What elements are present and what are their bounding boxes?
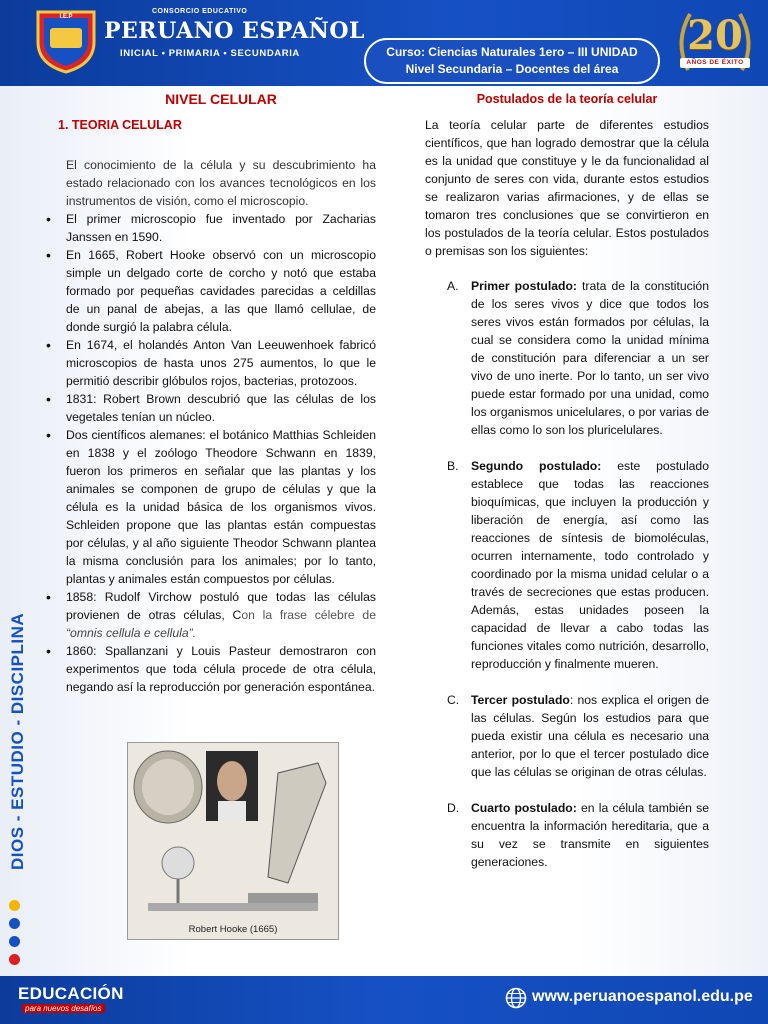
postulates-intro: La teoría celular parte de diferentes estudios científicos, que han logrado demostrar que la célula es la unidad que constituye y le da funcionalidad al conjunto de seres con vida, durante estos estudios se realizaron varias afirmaciones, y de ellas se tomaron tres conclusiones que se convirtieron en los postulados de la teoría celular. Estos postulados o premisas son los siguientes: — [425, 118, 709, 258]
education-logo-text: EDUCACIÓN — [18, 984, 124, 1003]
anniversary-badge — [670, 2, 760, 82]
brand-name: PERUANO ESPAÑOL — [104, 18, 366, 44]
postulate-name: Tercer postulado — [471, 693, 570, 707]
decorative-dot — [9, 954, 20, 965]
decorative-dot — [9, 900, 20, 911]
course-line-2: Nivel Secundaria – Docentes del área — [405, 62, 619, 76]
list-item: • El primer microscopio fue inventado por Zacharias Janssen en 1590. — [66, 210, 376, 246]
microscope-illustration-icon — [128, 743, 338, 939]
anniversary-number: 20 — [687, 12, 743, 59]
postulate-b — [425, 457, 709, 673]
list-item-virchow — [66, 588, 376, 642]
postulate-c — [425, 691, 709, 781]
list-item: • En 1665, Robert Hooke observó con un microscopio simple un delgado corte de corcho y notó que estaba formado por pequeñas cavidades parecidas a celdillas de un panal de abejas, a las que llamó cellulae, de donde surgió la palabra célula. — [66, 246, 376, 336]
intro-paragraph: El conocimiento de la célula y su descubrimiento ha estado relacionado con los avances tecnológicos en los instrumentos de visión, como el microscopio. — [66, 158, 376, 208]
anniversary-text: AÑOS DE ÉXITO — [686, 59, 744, 66]
left-column — [58, 86, 376, 696]
list-item: • 1860: Spallanzani y Louis Pasteur demostraron con experimentos que toda célula procede de otra célula, negando así la reproducción por generación espontánea. — [66, 642, 376, 696]
brand-subtitle: CONSORCIO EDUCATIVO — [152, 8, 248, 15]
postulate-name: Segundo postulado: — [471, 459, 602, 473]
history-list — [66, 210, 376, 696]
course-info-box — [364, 38, 660, 84]
virchow-text: 1858: Rudolf Virchow postuló que todas las células provienen de otras células, C — [66, 590, 376, 622]
list-item: • 1831: Robert Brown descubrió que las células de los vegetales tenían un núcleo. — [66, 390, 376, 426]
postulate-letter: A. — [447, 279, 459, 293]
postulate-letter: B. — [447, 459, 459, 473]
course-line-1: Curso: Ciencias Naturales 1ero – III UNIDAD — [386, 45, 638, 59]
website-link[interactable]: www.peruanoespanol.edu.pe — [532, 988, 753, 1005]
postulate-name: Primer postulado: — [471, 279, 577, 293]
globe-icon — [505, 987, 527, 1009]
robert-hooke-figure — [127, 742, 339, 940]
brand-levels: INICIAL • PRIMARIA • SECUNDARIA — [120, 48, 300, 59]
education-tagline: para nuevos desafíos — [22, 1004, 105, 1013]
section-heading: 1. TEORIA CELULAR — [58, 118, 182, 132]
postulate-text: este postulado establece que todas las reacciones bioquímicas, que incluyen la producción y liberación de energía, así como las reacciones de síntesis de biomoléculas, ocurren internamente, todo controlado y coordinado por la misma unidad celular o a través de secreciones que estas producen. Además, estas unidades poseen la capacidad de llevar a cabo todas las funciones vitales como nutrición, desarrollo, reproducción y finalmente mueren. — [471, 459, 709, 671]
decorative-dot — [9, 918, 20, 929]
right-column — [425, 86, 709, 871]
list-item: • Dos científicos alemanes: el botánico Matthias Schleiden en 1838 y el zoólogo Theodore Schwann en 1839, fueron los primeros en señalar que las plantas y los animales se componen de grupo de células y que la célula es la unidad básica de los organismos vivos. Schleiden propone que las plantas están compuestas por células, y al año siguiente Theodor Schwann plantea la misma conclusión para los animales; por lo tanto, plantas y animales están compuestos por células. — [66, 426, 376, 588]
virchow-grey-text: on la frase célebre de — [241, 608, 376, 622]
postulate-text: : nos explica el origen de las células. Según los estudios para que pueda existir una célula es necesario una anterior, por lo que el tercer postulado dice que las células se originan de otras células. — [471, 693, 709, 779]
postulate-text: trata de la constitución de los seres vivos y dice que todos los seres vivos están formados por células, la cual se considera como la unidad mínima de constitución para diferenciar a un ser vivo de uno inerte. Por lo tanto, un ser vivo puede estar formado por una unidad, como los organismos unicelulares, o por varias de ellas como lo son los pluricelulares. — [471, 279, 709, 437]
postulate-name: Cuarto postulado: — [471, 801, 577, 815]
side-motto: DIOS - ESTUDIO - DISCIPLINA — [8, 612, 27, 870]
postulate-d — [425, 799, 709, 871]
postulate-text: en la célula también se encuentra la información hereditaria, que a su vez se transmite en siguientes generaciones. — [471, 801, 709, 869]
decorative-dot — [9, 936, 20, 947]
virchow-quote: “omnis cellula e cellula”. — [66, 626, 197, 640]
page-title: NIVEL CELULAR — [165, 91, 277, 107]
postulate-letter: D. — [447, 801, 460, 815]
postulates-title: Postulados de la teoría celular — [476, 92, 658, 106]
school-crest-logo — [30, 6, 102, 74]
postulate-a — [425, 277, 709, 439]
svg-text:I.E.P: I.E.P — [59, 14, 73, 20]
postulate-letter: C. — [447, 693, 460, 707]
list-item: • En 1674, el holandés Anton Van Leeuwenhoek fabricó microscopios de hasta unos 275 aumentos, lo que le permitió describir glóbulos rojos, bacterias, protozoos. — [66, 336, 376, 390]
figure-caption: Robert Hooke (1665) — [188, 924, 278, 935]
